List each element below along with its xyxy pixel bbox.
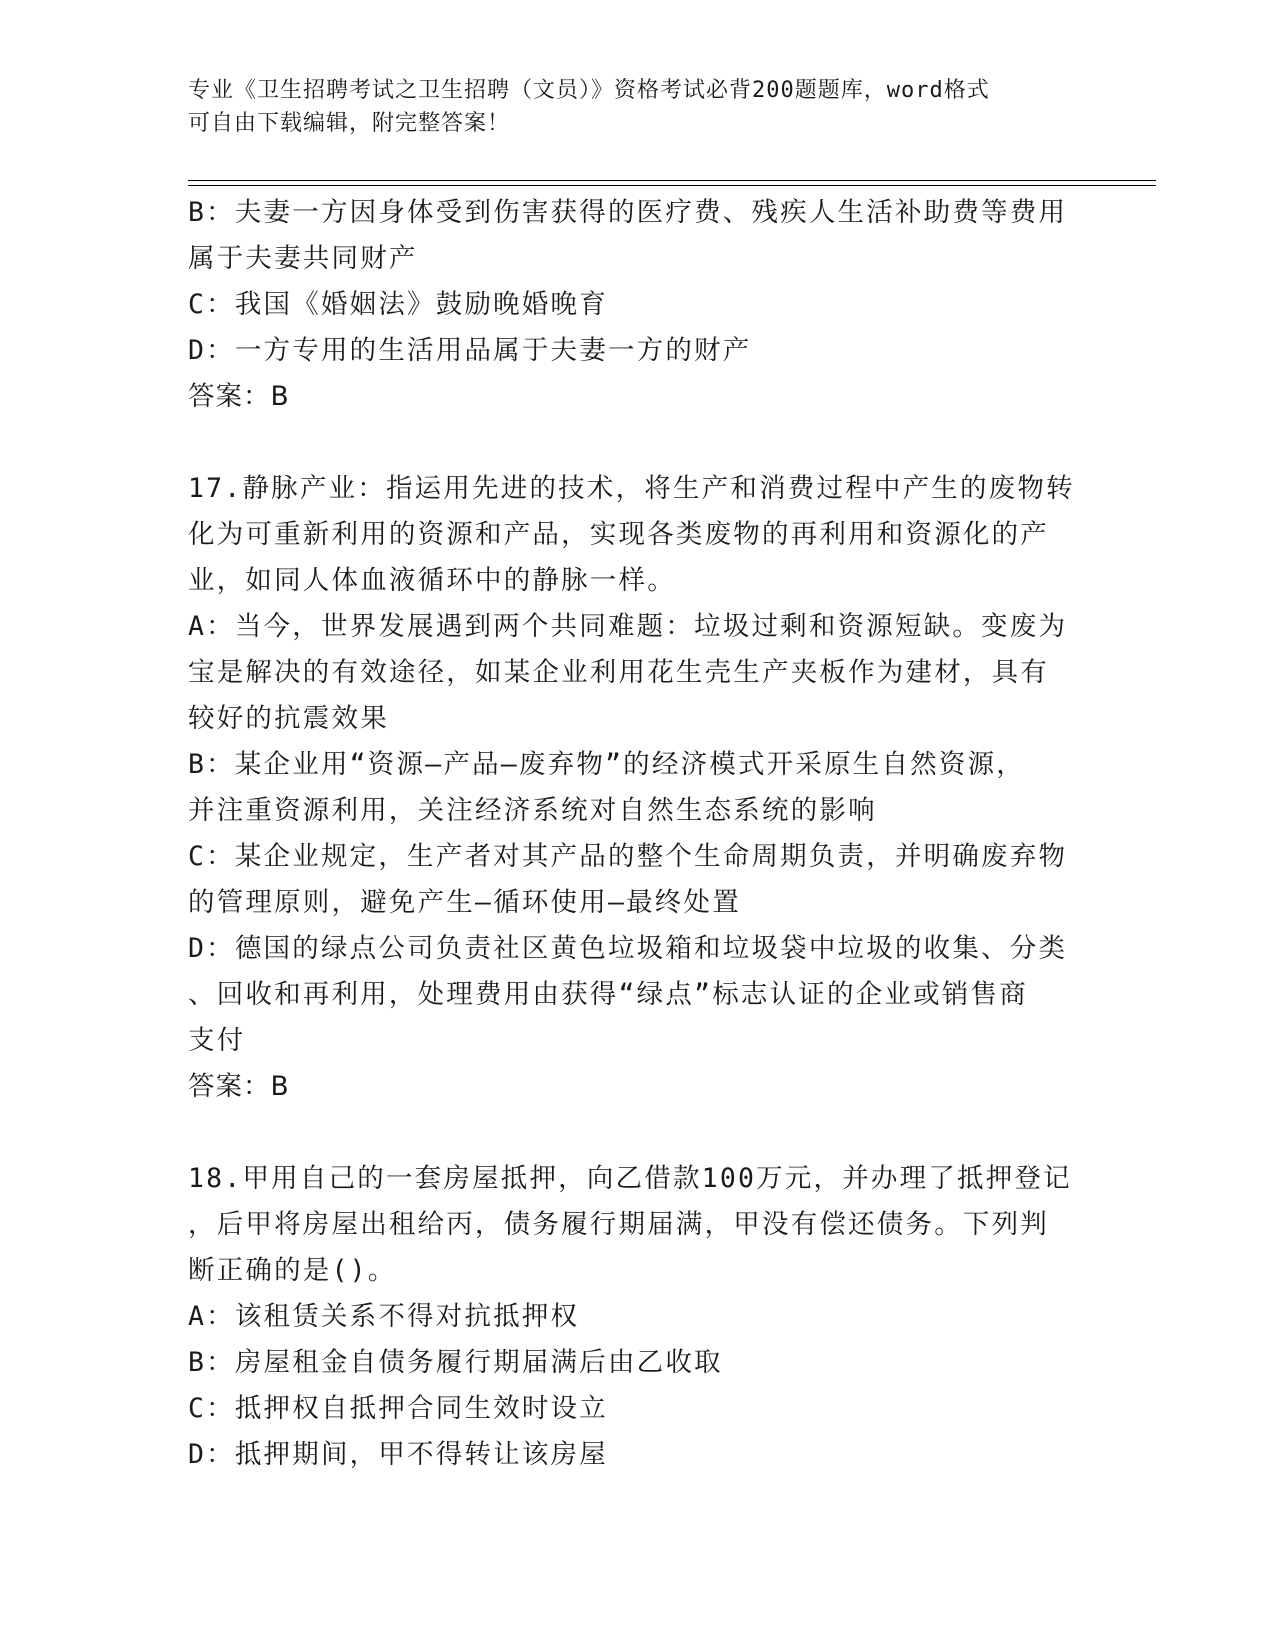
option-a-line: 宝是解决的有效途径，如某企业利用花生壳生产夹板作为建材，具有 (188, 657, 1049, 688)
question-stem-line: ，后甲将房屋出租给丙，债务履行期届满，甲没有偿还债务。下列判 (188, 1209, 1049, 1240)
header-rule-bottom (188, 185, 1156, 186)
option-b-line: 属于夫妻共同财产 (188, 243, 418, 274)
document-body (188, 190, 1078, 1478)
question-17 (188, 466, 1078, 1110)
option-c-line: 的管理原则，避免产生—循环使用—最终处置 (188, 887, 741, 918)
question-stem-line: 化为可重新利用的资源和产品，实现各类废物的再利用和资源化的产 (188, 519, 1049, 550)
header-rule-top (188, 180, 1156, 181)
option-b-line: B：某企业用“资源—产品—废弃物”的经济模式开采原生自然资源， (188, 749, 1025, 780)
option-a: A：该租赁关系不得对抗抵押权 (188, 1301, 580, 1332)
question-18 (188, 1156, 1078, 1478)
option-b-line: 并注重资源利用，关注经济系统对自然生态系统的影响 (188, 795, 877, 826)
option-c-line: C：某企业规定，生产者对其产品的整个生命周期负责，并明确废弃物 (188, 841, 1068, 872)
option-a-line: A：当今，世界发展遇到两个共同难题：垃圾过剩和资源短缺。变废为 (188, 611, 1068, 642)
page-header (188, 74, 1068, 140)
question-16 (188, 190, 1078, 420)
question-stem-line: 业，如同人体血液循环中的静脉一样。 (188, 565, 676, 596)
option-b-line: B：夫妻一方因身体受到伤害获得的医疗费、残疾人生活补助费等费用 (188, 197, 1068, 228)
option-a-line: 较好的抗震效果 (188, 703, 389, 734)
answer-label: 答案：B (188, 1071, 290, 1102)
option-d-line: 、回收和再利用，处理费用由获得“绿点”标志认证的企业或销售商 (188, 979, 1028, 1010)
option-d-line: 支付 (188, 1025, 246, 1056)
question-stem-line: 断正确的是()。 (188, 1255, 397, 1286)
spacer (188, 1110, 1078, 1156)
option-d: D：抵押期间，甲不得转让该房屋 (188, 1439, 608, 1470)
answer-label: 答案：B (188, 381, 290, 412)
question-stem-line: 18.甲用自己的一套房屋抵押，向乙借款100万元，并办理了抵押登记 (188, 1163, 1072, 1194)
option-d-line: D：德国的绿点公司负责社区黄色垃圾箱和垃圾袋中垃圾的收集、分类 (188, 933, 1068, 964)
header-line-2: 可自由下载编辑，附完整答案！ (188, 111, 511, 136)
header-line-1: 专业《卫生招聘考试之卫生招聘（文员）》资格考试必背200题题库，word格式 (188, 78, 990, 103)
spacer (188, 420, 1078, 466)
option-c: C：抵押权自抵押合同生效时设立 (188, 1393, 608, 1424)
option-b: B：房屋租金自债务履行期届满后由乙收取 (188, 1347, 723, 1378)
question-stem-line: 17.静脉产业：指运用先进的技术，将生产和消费过程中产生的废物转 (188, 473, 1075, 504)
option-c: C：我国《婚姻法》鼓励晚婚晚育 (188, 289, 608, 320)
option-d: D：一方专用的生活用品属于夫妻一方的财产 (188, 335, 752, 366)
